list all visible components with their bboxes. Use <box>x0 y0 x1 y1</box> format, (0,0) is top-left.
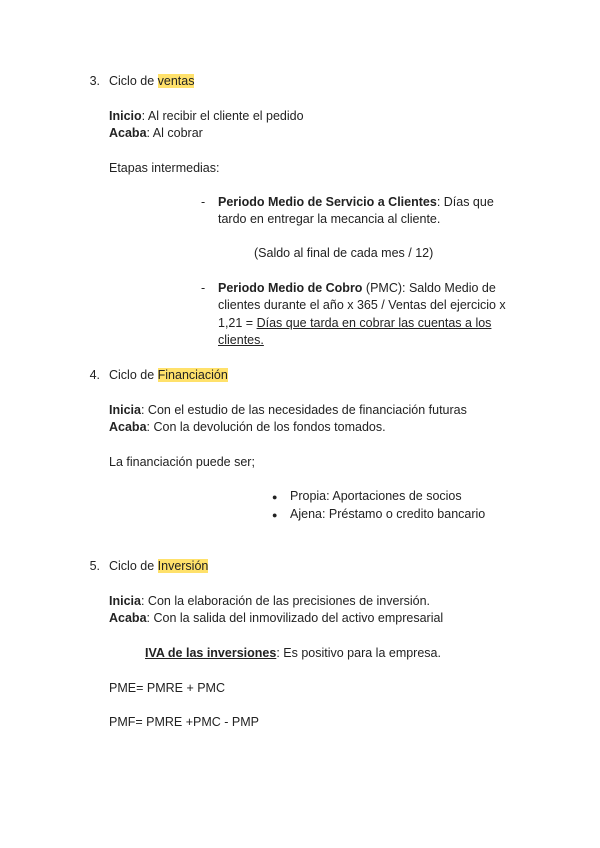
pme-formula: PME= PMRE + PMC <box>109 681 225 695</box>
etapas-label: Etapas intermedias: <box>109 161 220 175</box>
acaba-line: Acaba: Con la salida del inmovilizado del activo empresarial <box>109 611 444 625</box>
pmsc-line-2: tardo en entregar la mecancia al cliente. <box>218 212 441 226</box>
pmsc-line-1: Periodo Medio de Servicio a Clientes: Días que <box>218 195 494 209</box>
inicio-line: Inicio: Al recibir el cliente el pedido <box>109 109 304 123</box>
iva-line: IVA de las inversiones: Es positivo para la empresa. <box>145 646 441 660</box>
pmc-line-3: 1,21 = Días que tarda en cobrar las cuentas a los <box>218 316 492 330</box>
list-item: Propia: Aportaciones de socios <box>290 489 462 503</box>
section-title: Ciclo de Inversión <box>109 559 209 573</box>
acaba-line: Acaba: Al cobrar <box>109 126 203 140</box>
list-item: Ajena: Préstamo o credito bancario <box>290 507 486 521</box>
pmf-formula: PMF= PMRE +PMC - PMP <box>109 715 260 729</box>
list-number: 5. <box>89 559 100 573</box>
pmc-line-2: clientes durante el año x 365 / Ventas del ejercicio x <box>218 298 506 312</box>
bullet-marker: ● <box>272 510 278 520</box>
highlighted-term: ventas <box>157 74 195 88</box>
list-number: 3. <box>89 74 100 88</box>
inicia-line: Inicia: Con el estudio de las necesidades de financiación futuras <box>109 403 467 417</box>
inicia-line: Inicia: Con la elaboración de las precisiones de inversión. <box>109 594 431 608</box>
bullet-marker: ● <box>272 492 278 502</box>
list-number: 4. <box>89 368 100 382</box>
dash-marker: - <box>201 281 206 295</box>
financiacion-intro: La financiación puede ser; <box>109 455 255 469</box>
highlighted-term: Financiación <box>157 368 228 382</box>
pmc-line-1: Periodo Medio de Cobro (PMC): Saldo Medio de <box>218 281 496 295</box>
pmc-line-4: clientes. <box>218 333 264 347</box>
saldo-note: (Saldo al final de cada mes / 12) <box>254 246 434 260</box>
dash-marker: - <box>201 195 206 209</box>
section-title: Ciclo de ventas <box>109 74 195 88</box>
section-title: Ciclo de Financiación <box>109 368 228 382</box>
highlighted-term: Inversión <box>157 559 209 573</box>
acaba-line: Acaba: Con la devolución de los fondos tomados. <box>109 420 386 434</box>
